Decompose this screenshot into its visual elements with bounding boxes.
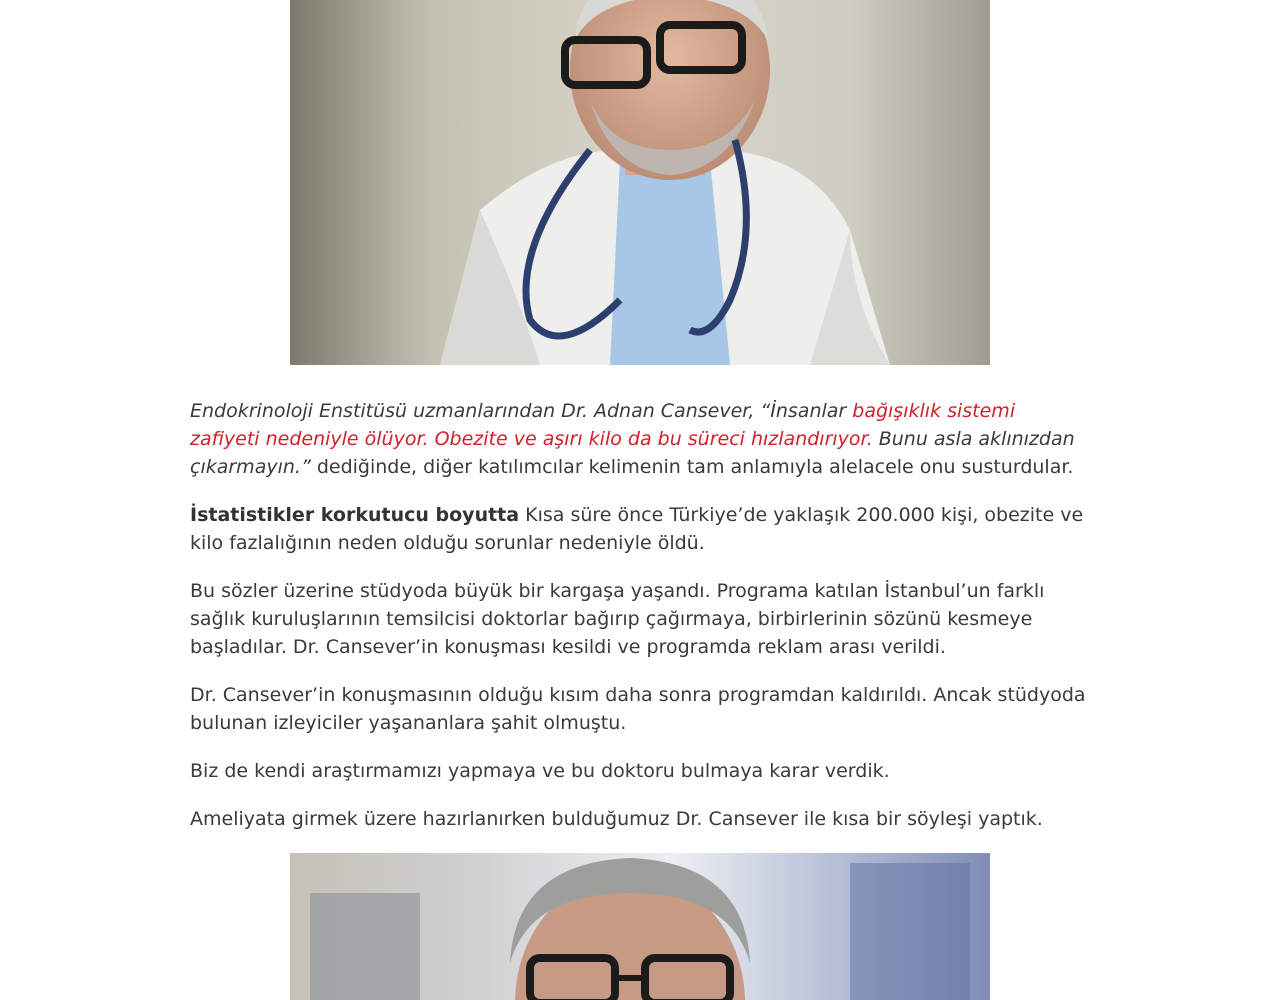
paragraph-research: Biz de kendi araştırmamızı yapmaya ve bu doktoru bulmaya karar verdik.: [190, 760, 890, 782]
quote-after: dediğinde, diğer katılımcılar kelimenin tam anlamıyla alelacele onu susturdular.: [310, 456, 1074, 478]
article-body: [190, 0, 1090, 1000]
paragraph-removed: Dr. Cansever’in konuşmasının olduğu kısım daha sonra programdan kaldırıldı. Ancak stüdyoda bulunan izleyiciler yaşananlara şahit olmuştu.: [190, 684, 1086, 734]
doctor-photo-bottom: [290, 853, 990, 1000]
doctor-photo-top: [290, 0, 990, 365]
doctor-portrait-image-2: [290, 853, 990, 1000]
statistics-heading: İstatistikler korkutucu boyutta: [190, 504, 520, 526]
doctor-portrait-image: [290, 0, 990, 365]
paragraph-quote: [190, 397, 1090, 481]
quote-end: Bunu asla aklınızdan çıkarmayın.”: [190, 428, 1075, 478]
quote-highlight: bağışıklık sistemi zafiyeti nedeniyle ölüyor. Obezite ve aşırı kilo da bu süreci hızlandırıyor.: [190, 400, 1016, 450]
paragraph-interview: Ameliyata girmek üzere hazırlanırken bulduğumuz Dr. Cansever ile kısa bir söyleşi yaptık.: [190, 808, 1043, 830]
paragraph-chaos: Bu sözler üzerine stüdyoda büyük bir kargaşa yaşandı. Programa katılan İstanbul’un farklı sağlık kuruluşlarının temsilcisi doktorlar bağırıp çağırmaya, birbirlerinin sözünü kesmeye başladılar. Dr. Cansever’in konuşması kesildi ve programda reklam arası verildi.: [190, 580, 1045, 658]
quote-intro: Endokrinoloji Enstitüsü uzmanlarından Dr. Adnan Cansever, “İnsanlar: [190, 400, 853, 422]
paragraph-statistics: [190, 501, 1090, 557]
statistics-text: Kısa süre önce Türkiye’de yaklaşık 200.000 kişi, obezite ve kilo fazlalığının neden olduğu sorunlar nedeniyle öldü.: [190, 504, 1084, 554]
